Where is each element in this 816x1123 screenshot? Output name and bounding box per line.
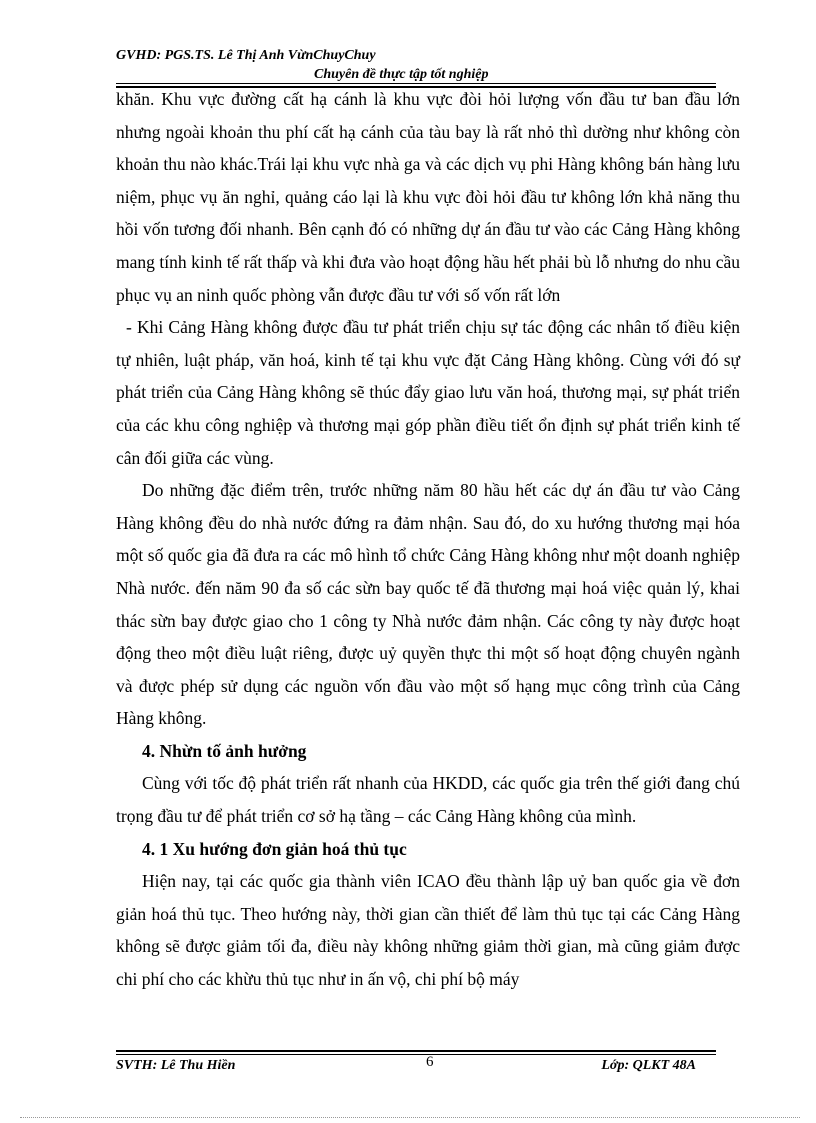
footer-rule-thick [116,1050,716,1052]
footer-class: Lớp: QLKT 48A [601,1058,696,1073]
section-heading-simplification: 4. 1 Xu hướng đơn giản hoá thủ tục [142,838,407,859]
page-content [116,83,740,996]
page-bottom-divider [20,1117,800,1118]
page-header [116,48,716,88]
header-report-title: Chuyên đề thực tập tốt nghiệp [314,67,489,82]
header-advisor: GVHD: PGS.TS. Lê Thị Anh VừnChuyChuy [116,48,376,63]
paragraph-icao: Hiện nay, tại các quốc gia thành viên ICAO đều thành lập uỷ ban quốc gia về đơn giản hoá thủ tục. Theo hướng này, thời gian cần thiết để làm thủ tục tại các Cảng Hàng không sẽ được giảm tối đa, điều này không những giảm thời gian, mà cũng giảm được chi phí cho các khừu thủ tục như in ấn vộ, chi phí bộ máy [116,871,740,990]
page-footer [116,1050,716,1090]
paragraph-history: Do những đặc điểm trên, trước những năm 80 hầu hết các dự án đầu tư vào Cảng Hàng không đều do nhà nước đứng ra đảm nhận. Sau đó, do xu hướng thương mại hóa một số quốc gia đã đưa ra các mô hình tổ chức Cảng Hàng không như một doanh nghiệp Nhà nước. đến năm 90 đa số các sừn bay quốc tế đã thương mại hoá việc quản lý, khai thác sừn bay được giao cho 1 công ty Nhà nước đảm nhận. Các công ty này được hoạt động theo một điều luật riêng, được uỷ quyền thực thi một số hoạt động chuyên ngành và được phép sử dụng các nguồn vốn đầu vào một số hạng mục công trình của Cảng Hàng không. [116,480,740,729]
paragraph-infrastructure: Cùng với tốc độ phát triển rất nhanh của HKDD, các quốc gia trên thế giới đang chú trọng đầu tư để phát triển cơ sở hạ tầng – các Cảng Hàng không của mình. [116,773,740,827]
footer-student: SVTH: Lê Thu Hiền [116,1058,236,1073]
paragraph-development-impact: - Khi Cảng Hàng không được đầu tư phát triển chịu sự tác động các nhân tố điều kiện tự nhiên, luật pháp, văn hoá, kinh tế tại khu vực đặt Cảng Hàng không. Cùng với đó sự phát triển của Cảng Hàng không sẽ thúc đẩy giao lưu văn hoá, thương mại, sự phát triển của các khu công nghiệp và thương mại góp phần điều tiết ổn định sự phát triển kinh tế cân đối giữa các vùng. [116,317,740,468]
footer-rule-thin [116,1054,716,1055]
paragraph-capital-investment: khăn. Khu vực đường cất hạ cánh là khu vực đòi hỏi lượng vốn đầu tư ban đầu lớn nhưng ngoài khoản thu phí cất hạ cánh của tàu bay là rất nhỏ thì dường như không còn khoản thu nào khác.Trái lại khu vực nhà ga và các dịch vụ phi Hàng không bán hàng lưu niệm, phục vụ ăn nghỉ, quảng cáo lại là khu vực đòi hỏi đầu tư không lớn khả năng thu hồi vốn tương đối nhanh. Bên cạnh đó có những dự án đầu tư vào các Cảng Hàng không mang tính kinh tế rất thấp và khi đưa vào hoạt động hầu hết phải bù lỗ nhưng do nhu cầu phục vụ an ninh quốc phòng vẫn được đầu tư với số vốn rất lớn [116,89,740,305]
section-heading-factors: 4. Nhừn tố ảnh hưởng [142,740,307,761]
page-number: 6 [426,1054,434,1070]
